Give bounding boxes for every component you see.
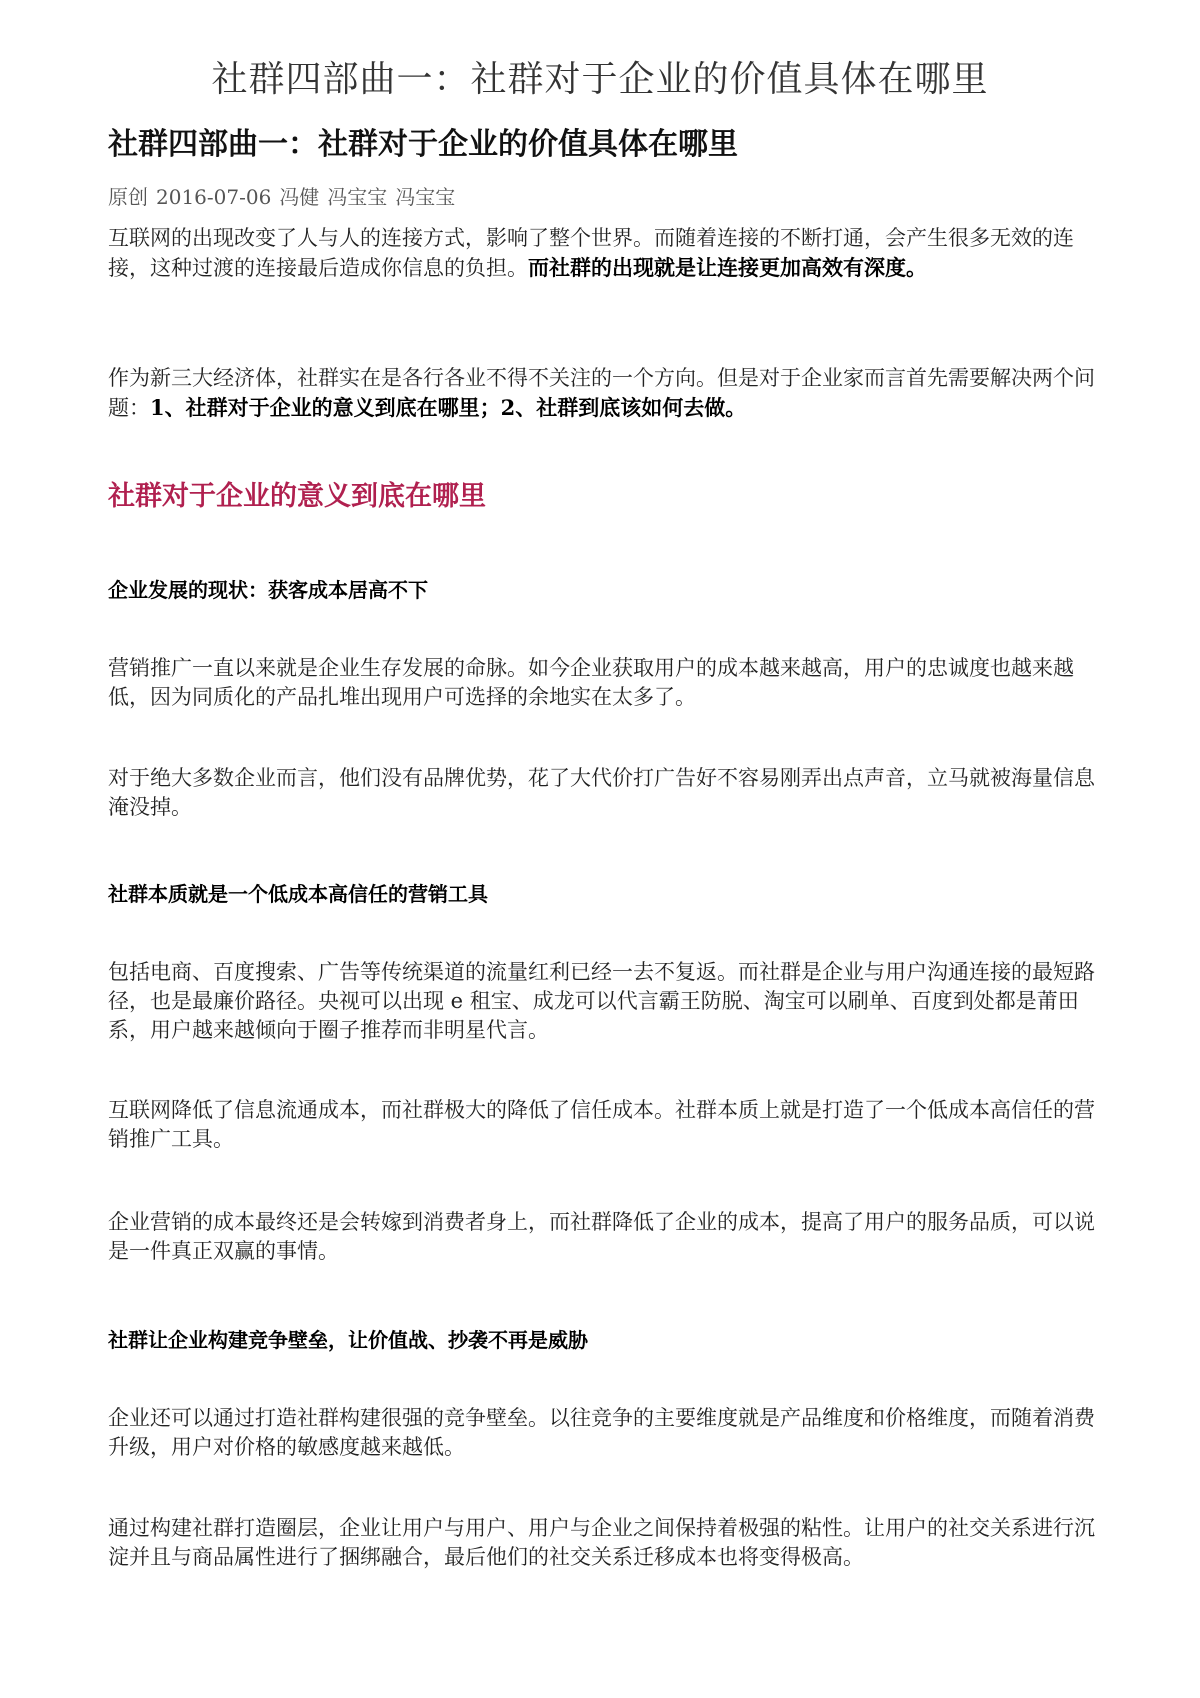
document-header-title: 社群四部曲一：社群对于企业的价值具体在哪里 <box>211 59 989 100</box>
section-heading: 社群对于企业的意义到底在哪里 <box>108 481 486 512</box>
subheading-competitive-barrier: 社群让企业构建竞争壁垒，让价值战、抄袭不再是威胁 <box>108 1328 588 1352</box>
original-label: 原创 <box>108 185 148 209</box>
intro-p1-bold: 而社群的出现就是让连接更加高效有深度。 <box>528 255 927 280</box>
intro-p2-bold: 1、社群对于企业的意义到底在哪里；2、社群到底该如何去做。 <box>150 395 747 420</box>
subheading-acquisition-cost: 企业发展的现状：获客成本居高不下 <box>108 578 428 602</box>
intro-p1-text: 互联网的出现改变了人与人的连接方式，影响了整个世界。而随着连接的不断打通，会产生很多无效的连接，这种过渡的连接最后造成你信息的负担。 <box>108 226 1074 280</box>
intro-paragraph-1 <box>108 224 1100 283</box>
paragraph-user-stickiness: 通过构建社群打造圈层，企业让用户与用户、用户与企业之间保持着极强的粘性。让用户的社交关系进行沉淀并且与商品属性进行了捆绑融合，最后他们的社交关系迁移成本也将变得极高。 <box>108 1516 1095 1569</box>
paragraph-competition-dimensions: 企业还可以通过打造社群构建很强的竞争壁垒。以往竞争的主要维度就是产品维度和价格维度，而随着消费升级，用户对价格的敏感度越来越低。 <box>108 1406 1095 1459</box>
paragraph-traffic-dividend: 包括电商、百度搜索、广告等传统渠道的流量红利已经一去不复返。而社群是企业与用户沟通连接的最短路径，也是最廉价路径。央视可以出现 e 租宝、成龙可以代言霸王防脱、淘宝可以刷单、百度到处都是莆田系，用户越来越倾向于圈子推荐而非明星代言。 <box>108 960 1095 1042</box>
paragraph-marketing-lifeline: 营销推广一直以来就是企业生存发展的命脉。如今企业获取用户的成本越来越高，用户的忠诚度也越来越低，因为同质化的产品扎堆出现用户可选择的余地实在太多了。 <box>108 656 1074 709</box>
publish-date: 2016-07-06 <box>156 185 272 209</box>
paragraph-trust-cost: 互联网降低了信息流通成本，而社群极大的降低了信任成本。社群本质上就是打造了一个低成本高信任的营销推广工具。 <box>108 1098 1095 1151</box>
article-title: 社群四部曲一：社群对于企业的价值具体在哪里 <box>108 127 738 162</box>
paragraph-brand-advantage: 对于绝大多数企业而言，他们没有品牌优势，花了大代价打广告好不容易刚弄出点声音，立马就被海量信息淹没掉。 <box>108 766 1095 819</box>
account-name-repeat[interactable]: 冯宝宝 <box>395 185 456 209</box>
article-meta <box>108 182 1108 212</box>
author-name[interactable]: 冯健 <box>279 185 320 209</box>
paragraph-win-win: 企业营销的成本最终还是会转嫁到消费者身上，而社群降低了企业的成本，提高了用户的服务品质，可以说是一件真正双赢的事情。 <box>108 1210 1095 1263</box>
account-name[interactable]: 冯宝宝 <box>327 185 388 209</box>
intro-paragraph-2 <box>108 364 1100 423</box>
intro-p2-text: 作为新三大经济体，社群实在是各行各业不得不关注的一个方向。但是对于企业家而言首先需要解决两个问题： <box>108 366 1095 420</box>
subheading-low-cost-tool: 社群本质就是一个低成本高信任的营销工具 <box>108 882 488 906</box>
